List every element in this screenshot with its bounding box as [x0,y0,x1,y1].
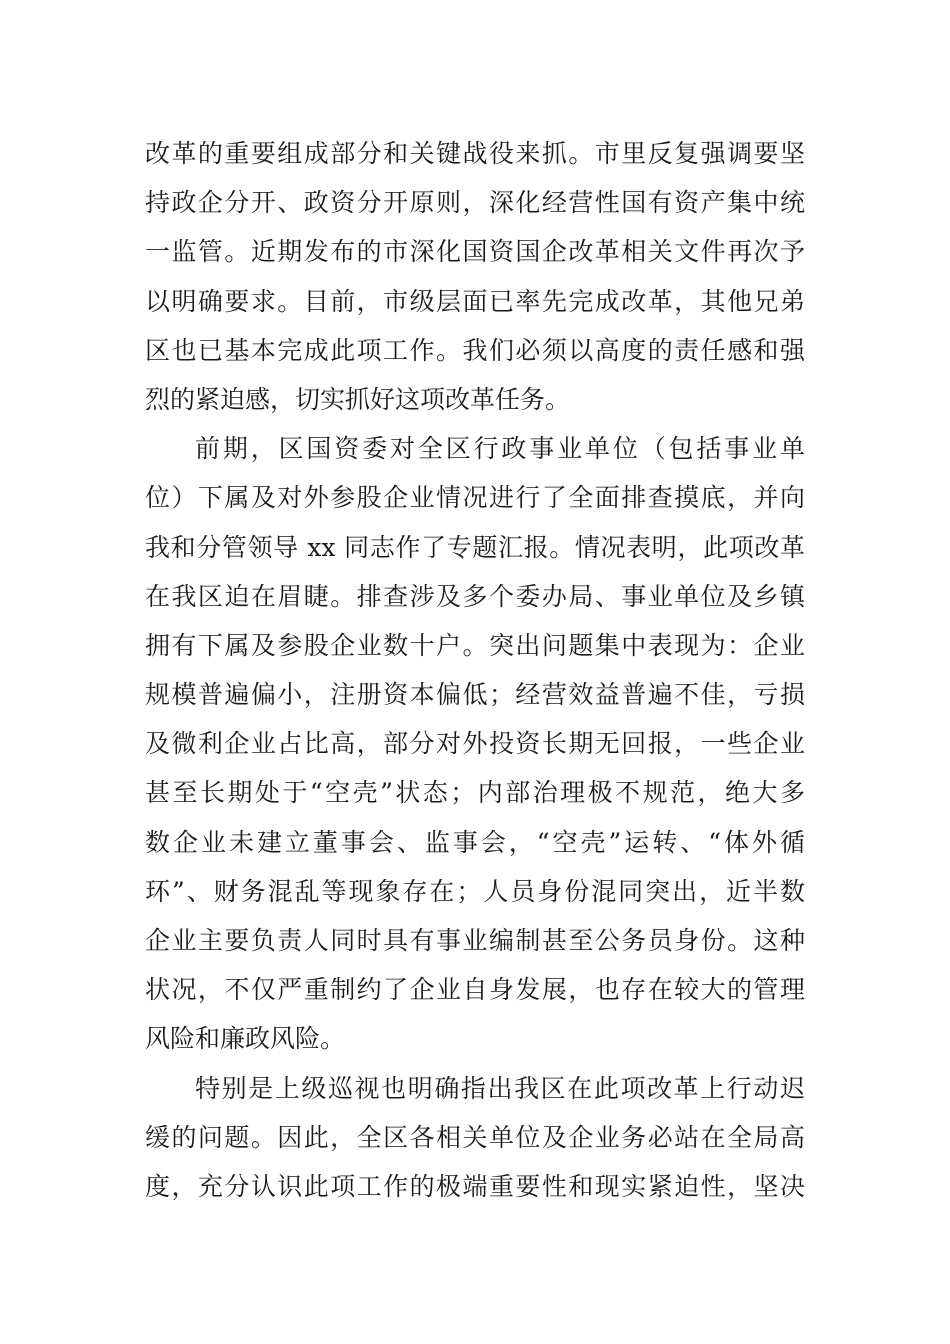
text-line: 及微利企业占比高，部分对外投资长期无回报，一些企业 [145,729,805,759]
text-line: 缓的问题。因此，全区各相关单位及企业务必站在全局高 [145,1122,805,1152]
text-line: 风险和廉政风险。 [145,1024,346,1054]
text-line: 规模普遍偏小，注册资本偏低；经营效益普遍不佳，亏损 [145,680,805,710]
text-line: 企业主要负责人同时具有事业编制甚至公务员身份。这种 [145,926,805,955]
text-line: 甚至长期处于“空壳”状态；内部治理极不规范，绝大多 [145,778,805,808]
text-line: 数企业未建立董事会、监事会，“空壳”运转、“体外循 [145,827,805,857]
text-line: 区也已基本完成此项工作。我们必须以高度的责任感和强 [145,335,805,365]
text-line: 度，充分认识此项工作的极端重要性和现实紧迫性，坚决 [145,1171,805,1201]
text-line: 持政企分开、政资分开原则，深化经营性国有资产集中统 [145,188,805,218]
text-line: 我和分管领导 xx 同志作了专题汇报。情况表明，此项改革 [145,532,805,562]
text-line: 在我区迫在眉睫。排查涉及多个委办局、事业单位及乡镇 [145,581,805,611]
text-line: 状况，不仅严重制约了企业自身发展，也存在较大的管理 [145,975,805,1005]
text-line: 拥有下属及参股企业数十户。突出问题集中表现为：企业 [145,630,805,660]
text-line: 改革的重要组成部分和关键战役来抓。市里反复强调要坚 [145,139,805,168]
text-line: 前期，区国资委对全区行政事业单位（包括事业单 [195,434,805,464]
text-line: 环”、财务混乱等现象存在；人员身份混同突出，近半数 [145,876,805,906]
text-line: 一监管。近期发布的市深化国资国企改革相关文件再次予 [145,237,805,267]
text-line: 以明确要求。目前，市级层面已率先完成改革，其他兄弟 [145,286,805,316]
text-line: 位）下属及对外参股企业情况进行了全面排查摸底，并向 [145,483,805,513]
text-line: 烈的紧迫感，切实抓好这项改革任务。 [145,384,571,414]
document-body [145,129,805,1211]
text-line: 特别是上级巡视也明确指出我区在此项改革上行动迟 [195,1073,805,1103]
